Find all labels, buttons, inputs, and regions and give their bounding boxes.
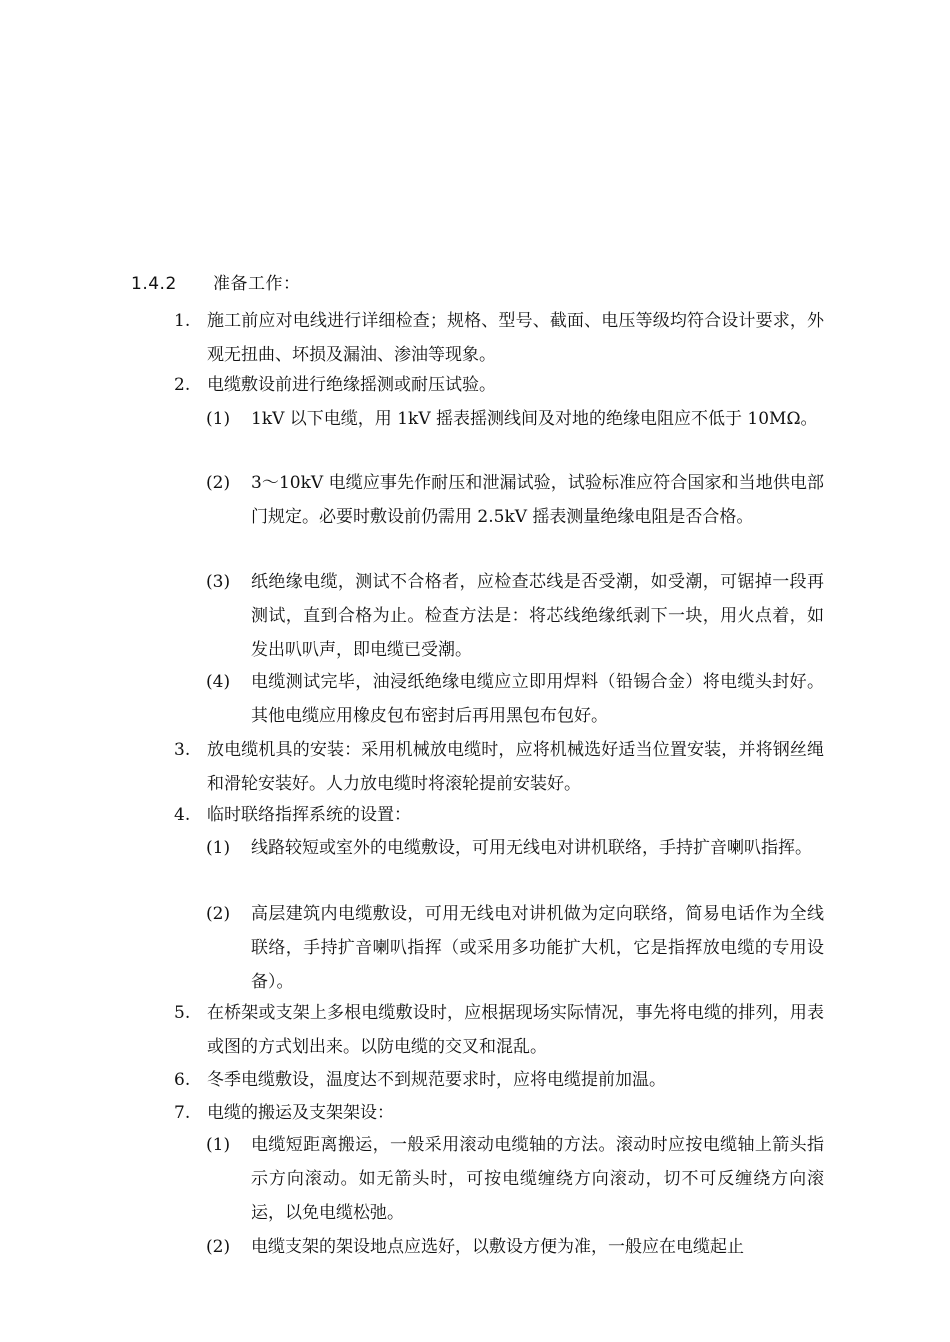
list-item-text: 放电缆机具的安装：采用机械放电缆时，应将机械选好适当位置安装，并将钢丝绳和滑轮安装好。人力放电缆时将滚轮提前安装好。 <box>207 740 824 794</box>
section-title: 准备工作： <box>213 274 301 294</box>
sub-item-2-1 <box>206 402 824 436</box>
sub-item-4-2 <box>206 897 824 999</box>
list-item-number: 4. <box>174 805 191 825</box>
sub-item-number: (1) <box>206 1135 231 1155</box>
list-item-number: 2. <box>174 375 191 395</box>
section-number: 1.4.2 <box>131 274 177 294</box>
list-item-6 <box>174 1063 824 1097</box>
sub-item-number: (2) <box>206 904 231 924</box>
sub-item-text: 线路较短或室外的电缆敷设，可用无线电对讲机联络，手持扩音喇叭指挥。 <box>251 838 812 858</box>
list-item-text: 电缆的搬运及支架架设： <box>207 1103 394 1123</box>
sub-item-number: (1) <box>206 409 231 429</box>
sub-item-number: (3) <box>206 572 231 592</box>
list-item-text: 在桥架或支架上多根电缆敷设时，应根据现场实际情况，事先将电缆的排列，用表或图的方式划出来。以防电缆的交叉和混乱。 <box>207 1003 824 1057</box>
sub-item-text: 高层建筑内电缆敷设，可用无线电对讲机做为定向联络，简易电话作为全线联络，手持扩音喇叭指挥（或采用多功能扩大机，它是指挥放电缆的专用设备）。 <box>251 904 824 992</box>
sub-item-7-2 <box>206 1230 824 1264</box>
sub-item-7-1 <box>206 1128 824 1230</box>
list-item-number: 7. <box>174 1103 191 1123</box>
sub-item-text: 1kV 以下电缆，用 1kV 摇表摇测线间及对地的绝缘电阻应不低于 10MΩ。 <box>251 409 818 429</box>
list-item-7 <box>174 1096 824 1130</box>
sub-item-number: (4) <box>206 672 231 692</box>
sub-item-number: (1) <box>206 838 231 858</box>
list-item-number: 6. <box>174 1070 191 1090</box>
list-item-number: 5. <box>174 1003 191 1023</box>
sub-item-text: 电缆支架的架设地点应选好，以敷设方便为准，一般应在电缆起止 <box>251 1237 744 1257</box>
sub-item-text: 电缆测试完毕，油浸纸绝缘电缆应立即用焊料（铅锡合金）将电缆头封好。其他电缆应用橡皮包布密封后再用黑包布包好。 <box>251 672 824 726</box>
list-item-text: 临时联络指挥系统的设置： <box>207 805 411 825</box>
sub-item-text: 纸绝缘电缆，测试不合格者，应检查芯线是否受潮，如受潮，可锯掉一段再测试，直到合格为止。检查方法是：将芯线绝缘纸剥下一块，用火点着，如发出叭叭声，即电缆已受潮。 <box>251 572 824 660</box>
sub-item-2-4 <box>206 665 824 733</box>
sub-item-number: (2) <box>206 473 231 493</box>
list-item-2 <box>174 368 824 402</box>
sub-item-2-2 <box>206 466 824 534</box>
list-item-text: 冬季电缆敷设，温度达不到规范要求时，应将电缆提前加温。 <box>207 1070 666 1090</box>
list-item-text: 施工前应对电线进行详细检查；规格、型号、截面、电压等级均符合设计要求，外观无扭曲、坏损及漏油、渗油等现象。 <box>207 311 824 365</box>
list-item-number: 3. <box>174 740 191 760</box>
list-item-text: 电缆敷设前进行绝缘摇测或耐压试验。 <box>207 375 496 395</box>
sub-item-text: 电缆短距离搬运，一般采用滚动电缆轴的方法。滚动时应按电缆轴上箭头指示方向滚动。如无箭头时，可按电缆缠绕方向滚动，切不可反缠绕方向滚运，以免电缆松弛。 <box>251 1135 824 1223</box>
sub-item-number: (2) <box>206 1237 231 1257</box>
list-item-1 <box>174 304 824 372</box>
sub-item-text: 3～10kV 电缆应事先作耐压和泄漏试验，试验标准应符合国家和当地供电部门规定。必要时敷设前仍需用 2.5kV 摇表测量绝缘电阻是否合格。 <box>251 473 824 527</box>
list-item-number: 1. <box>174 311 191 331</box>
sub-item-2-3 <box>206 565 824 667</box>
list-item-3 <box>174 733 824 801</box>
list-item-5 <box>174 996 824 1064</box>
list-item-4 <box>174 798 824 832</box>
sub-item-4-1 <box>206 831 824 865</box>
section-heading <box>131 272 301 296</box>
